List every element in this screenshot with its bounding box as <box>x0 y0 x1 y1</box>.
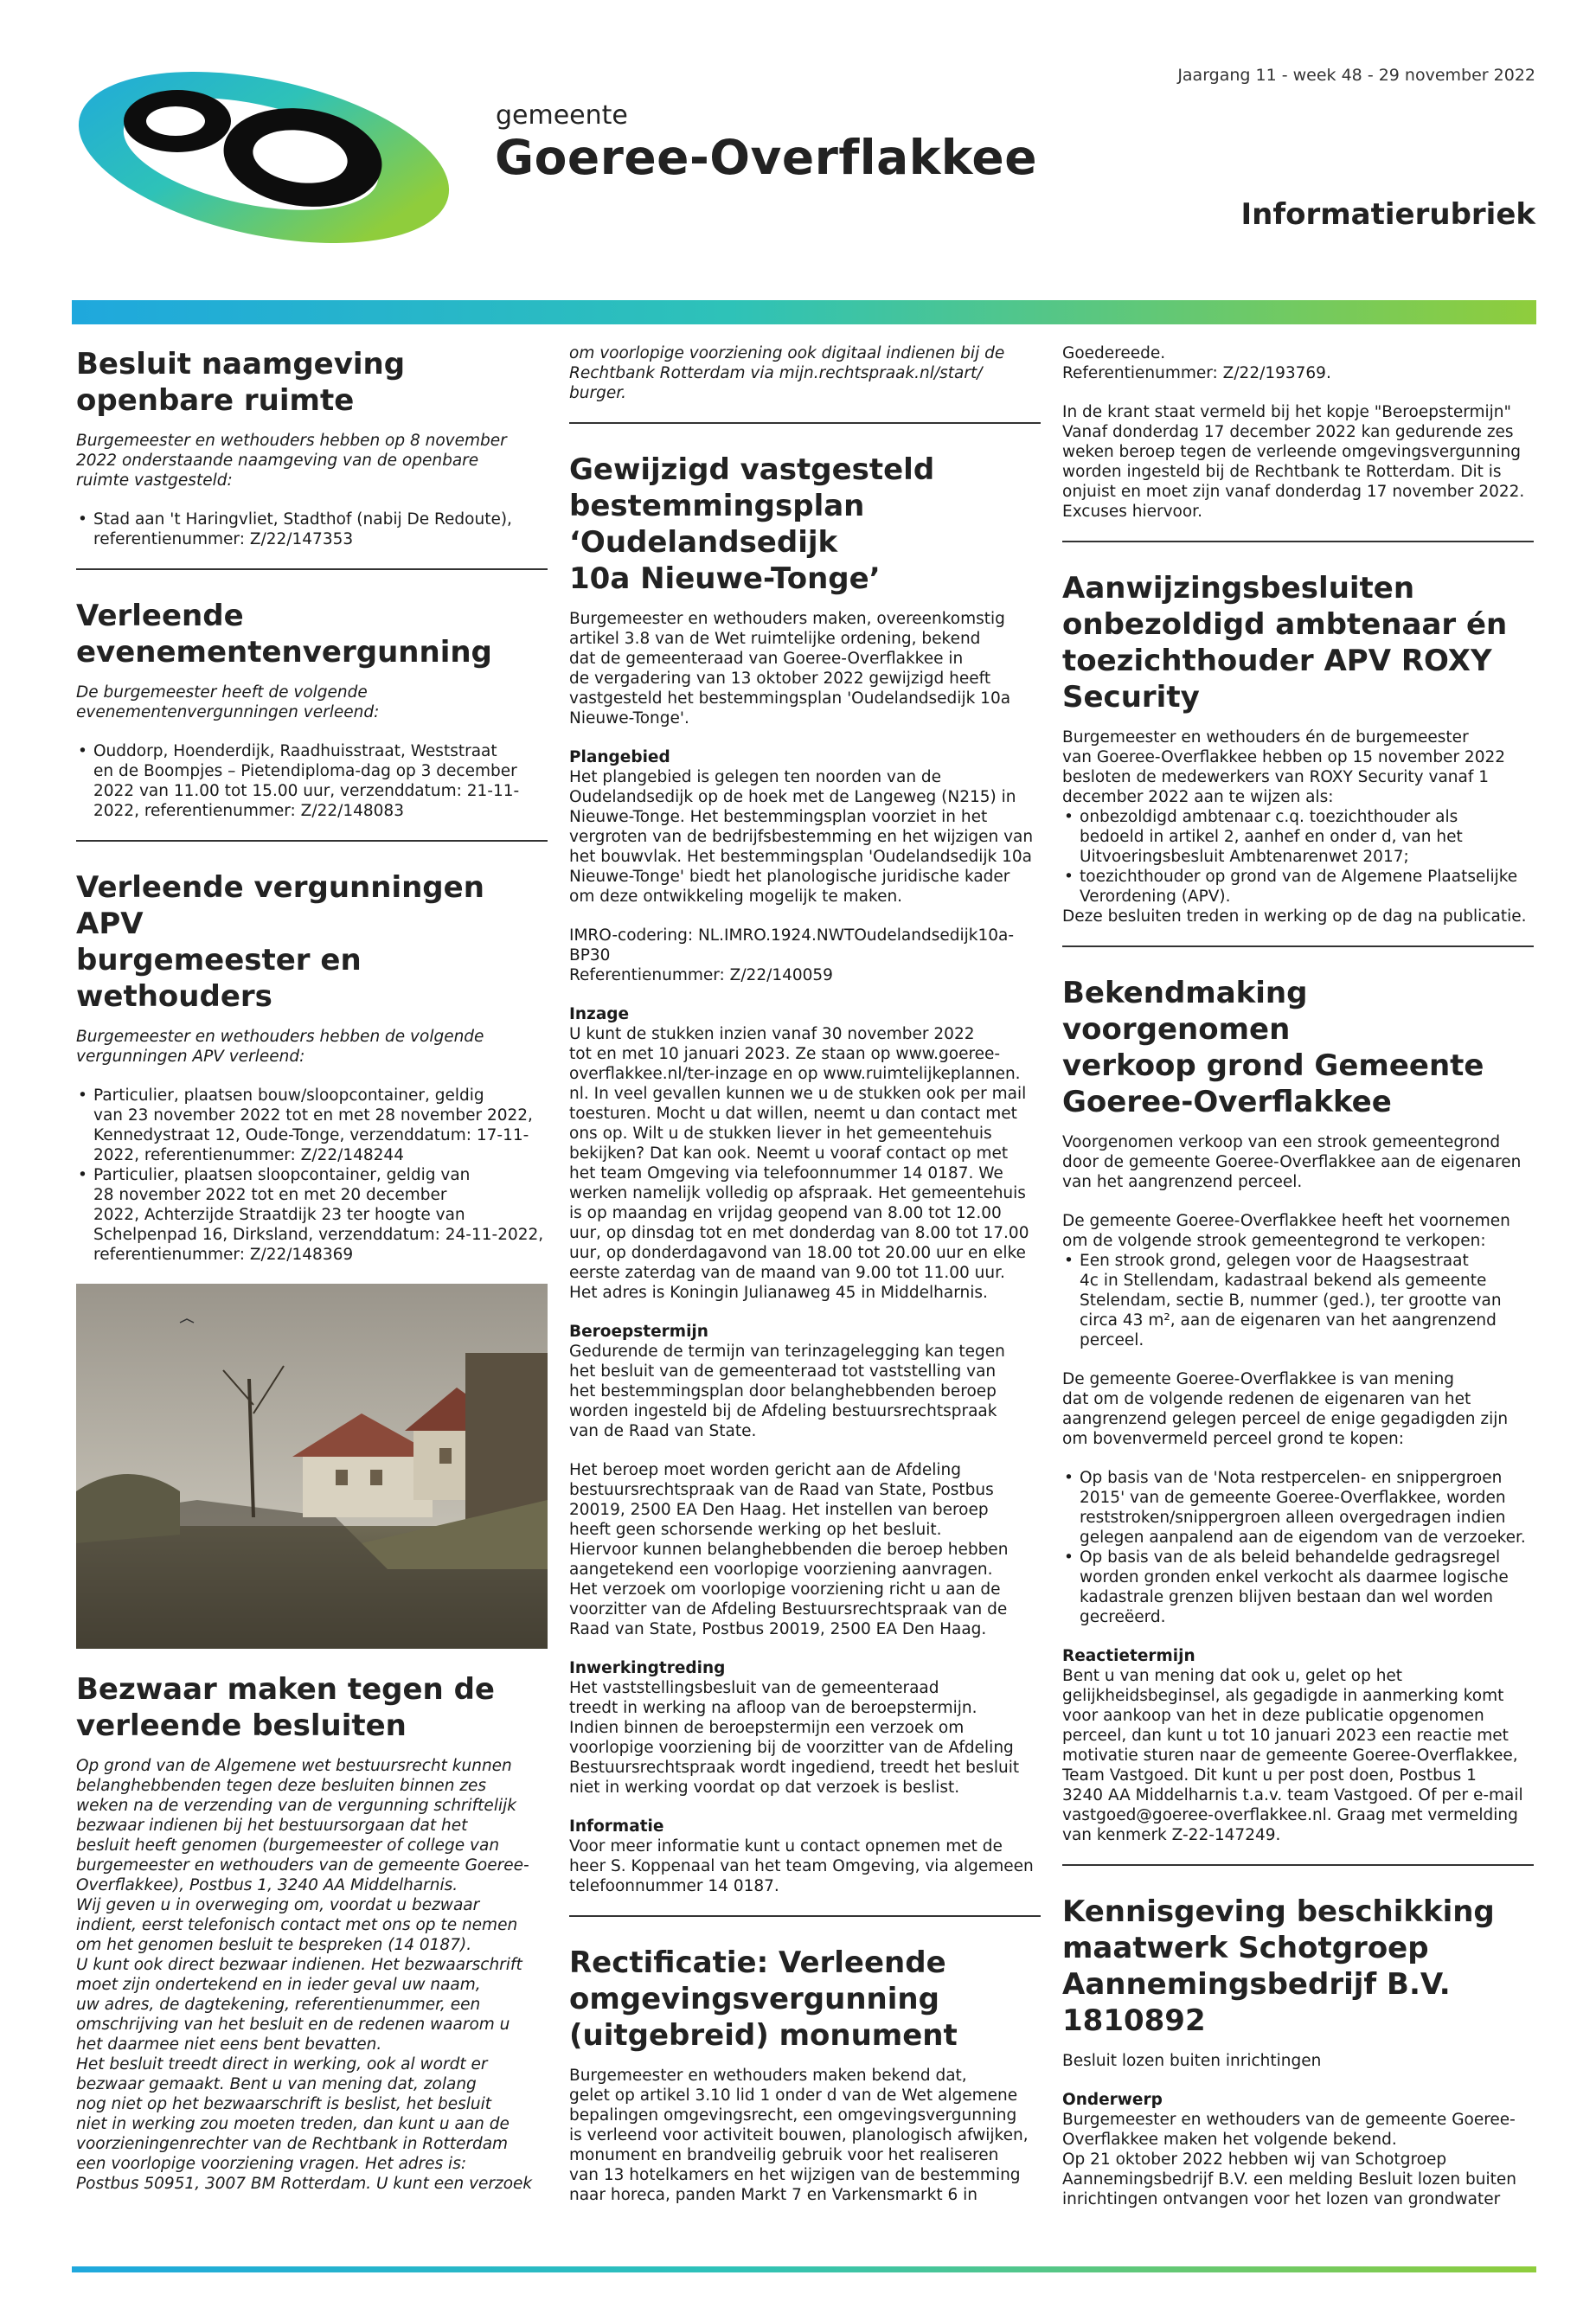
article-title: Bezwaar maken tegen de verleende besluiten <box>76 1672 495 1743</box>
list-item: • Op basis van de als beleid behandelde gedragsregel worden gronden enkel verkocht als daarmee logische kadastrale grenzen blijven bestaan dan wel worden gecreëerd. <box>1080 1548 1534 1627</box>
article-intro: Burgemeester en wethouders én de burgemeester van Goeree-Overflakkee hebben op 15 november 2022 besloten de medewerkers van ROXY Security vanaf 1 december 2022 aan te wijzen als: <box>1062 728 1506 806</box>
article-body: Gedurende de termijn van terinzagelegging kan tegen het besluit van de gemeenteraad tot vaststelling van het bestemmingsplan door belanghebbenden beroep worden ingesteld bij de Afdeling bestuursrechtspraak van de Raad van State. <box>569 1343 1005 1440</box>
article-list <box>76 741 548 821</box>
divider <box>1062 1864 1534 1866</box>
article-body: Voorgenomen verkoop van een strook gemeentegrond door de gemeente Goeree-Overflakkee aan de eigenaren van het aangrenzend perceel. <box>1062 1133 1522 1191</box>
article-list <box>1062 807 1534 907</box>
subheading: Inzage <box>569 1005 630 1023</box>
article-continuation: In de krant staat vermeld bij het kopje "Beroepstermijn" Vanaf donderdag 17 december 2022 kan gedurende zes weken beroep tegen de verleende omgevingsvergunning worden ingesteld bij de Rechtbank te Rotterdam. Dit is onjuist en moet zijn vanaf donderdag 17 november 2022. Excuses hiervoor. <box>1062 403 1525 521</box>
article-outro: Deze besluiten treden in werking op de dag na publicatie. <box>1062 907 1527 926</box>
subheading: Plangebied <box>569 748 670 766</box>
list-item: • Particulier, plaatsen bouw/sloopcontainer, geldig van 23 november 2022 tot en met 28 november 2022, Kennedystraat 12, Oude-Tonge, verzenddatum: 17-11- 2022, referentienummer: Z/22/148244 <box>93 1086 548 1165</box>
list-item: • onbezoldigd ambtenaar c.q. toezichthouder als bedoeld in artikel 2, aanhef en onder d, van het Uitvoeringsbesluit Ambtenarenwet 2017; <box>1080 807 1534 867</box>
article-title: Verleende vergunningen APV burgemeester en wethouders <box>76 870 484 1014</box>
article-title: Rectificatie: Verleende omgevingsvergunning (uitgebreid) monument <box>569 1945 958 2053</box>
column-3 <box>1062 343 1534 2228</box>
divider <box>569 1915 1041 1917</box>
article-list <box>1062 1468 1534 1627</box>
article-title: Kennisgeving beschikking maatwerk Schotgroep Aannemingsbedrijf B.V. 1810892 <box>1062 1894 1495 2038</box>
municipality-logo <box>74 71 454 244</box>
article-body: De gemeente Goeree-Overflakkee is van mening dat om de volgende redenen de eigenaren van het aangrenzend gelegen perceel de enige gegadigden zijn om bovenvermeld perceel grond te kopen: <box>1062 1370 1509 1448</box>
list-item: • Een strook grond, gelegen voor de Haagsestraat 4c in Stellendam, kadastraal bekend als gemeente Stelendam, sectie B, nummer (ged.), ter grootte van circa 43 m², aan de eigenaren van het aangrenzend perceel. <box>1080 1251 1534 1350</box>
divider <box>1062 541 1534 542</box>
footer-gradient-bar <box>72 2266 1536 2272</box>
article-body: De gemeente Goeree-Overflakkee heeft het voornemen om de volgende strook gemeentegrond te verkopen: <box>1062 1212 1510 1250</box>
article-intro: Burgemeester en wethouders maken, overeenkomstig artikel 3.8 van de Wet ruimtelijke ordening, bekend dat de gemeenteraad van Goeree-Overflakkee in de vergadering van 13 oktober 2022 gewijzigd heeft vastgesteld het bestemmingsplan 'Oudelandsedijk 10a Nieuwe-Tonge'. <box>569 610 1011 727</box>
article-continuation: Goedereede. Referentienummer: Z/22/193769. <box>1062 344 1331 382</box>
municipality-prefix: gemeente <box>496 100 628 131</box>
article-list <box>76 1086 548 1265</box>
divider <box>569 422 1041 424</box>
article-title: Aanwijzingsbesluiten onbezoldigd ambtenaar én toezichthouder APV ROXY Security <box>1062 571 1508 715</box>
subheading: Reactietermijn <box>1062 1647 1195 1665</box>
article-body: Besluit lozen buiten inrichtingen <box>1062 2052 1322 2070</box>
article-intro: Burgemeester en wethouders hebben op 8 november 2022 onderstaande naamgeving van de openbare ruimte vastgesteld: <box>76 432 507 490</box>
article-continuation: om voorlopige voorziening ook digitaal indienen bij de Rechtbank Rotterdam via mijn.rechtspraak.nl/start/ burger. <box>569 344 1005 402</box>
article-body: Het plangebied is gelegen ten noorden van de Oudelandsedijk op de hoek met de Langeweg (N215) in Nieuwe-Tonge. Het bestemmingsplan voorziet in het vergroten van de bedrijfsbestemming en het wijzigen van het bouwvlak. Het bestemmingsplan 'Oudelandsedijk 10a Nieuwe-Tonge' biedt het planologische juridische kader om deze ontwikkeling mogelijk te maken. <box>569 768 1034 906</box>
article-title: Verleende evenementenvergunning <box>76 599 492 670</box>
article-body: Het beroep moet worden gericht aan de Afdeling bestuursrechtspraak van de Raad van State, Postbus 20019, 2500 EA Den Haag. Het instellen van beroep heeft geen schorsende werking op het besluit. Hiervoor kunnen belanghebbenden die beroep hebben aangetekend een voorlopige voorziening aanvragen. Het verzoek om voorlopige voorziening richt u aan de voorzitter van de Afdeling Bestuursrechtspraak van de Raad van State, Postbus 20019, 2500 EA Den Haag. <box>569 1461 1009 1638</box>
header-gradient-bar <box>72 300 1536 324</box>
column-1 <box>76 346 548 2213</box>
edition-info: Jaargang 11 - week 48 - 29 november 2022 <box>1177 66 1535 85</box>
article-body: Burgemeester en wethouders maken bekend dat, gelet op artikel 3.10 lid 1 onder d van de Wet algemene bepalingen omgevingsrecht, een omgevingsvergunning is verleend voor activiteit bouwen, planologisch afwijken, monument en brandveilig gebruik voor het realiseren van 13 hotelkamers en het wijzigen van de bestemming naar horeca, panden Markt 7 en Varkensmarkt 6 in <box>569 2067 1029 2204</box>
article-body: U kunt de stukken inzien vanaf 30 november 2022 tot en met 10 januari 2023. Ze staan op www.goeree- overflakkee.nl/ter-inzage en op www.ruimtelijkeplannen. nl. In veel gevallen kunnen we u de stukken ook per mail toesturen. Mocht u dat willen, neemt u dan contact met ons op. Wilt u de stukken liever in het gemeentehuis bekijken? Dat kan ook. Neemt u vooraf contact op met het team Omgeving via telefoonnummer 14 0187. We werken namelijk volledig op afspraak. Het gemeentehuis is op maandag en vrijdag geopend van 8.00 tot 12.00 uur, op dinsdag tot en met donderdag van 8.00 tot 17.00 uur, op donderdagavond van 18.00 tot 20.00 uur en elke eerste zaterdag van de maand van 9.00 tot 11.00 uur. Het adres is Koningin Julianaweg 45 in Middelharnis. <box>569 1025 1029 1302</box>
divider <box>1062 945 1534 947</box>
village-canal-photo <box>76 1284 548 1649</box>
section-title: Informatierubriek <box>1240 197 1535 232</box>
municipality-name: Goeree-Overflakkee <box>495 130 1037 185</box>
list-item: • Ouddorp, Hoenderdijk, Raadhuisstraat, Weststraat en de Boompjes – Pietendiploma-dag op 3 december 2022 van 11.00 tot 15.00 uur, verzenddatum: 21-11- 2022, referentienummer: Z/22/148083 <box>93 741 548 821</box>
article-body: Het vaststellingsbesluit van de gemeenteraad treedt in werking na afloop van de beroepstermijn. Indien binnen de beroepstermijn een verzoek om voorlopige voorziening bij de voorzitter van de Afdeling Bestuursrechtspraak wordt ingediend, treedt het besluit niet in werking voordat op dat verzoek is beslist. <box>569 1679 1020 1797</box>
article-intro: Burgemeester en wethouders hebben de volgende vergunningen APV verleend: <box>76 1028 484 1066</box>
article-title: Gewijzigd vastgesteld bestemmingsplan ‘Oudelandsedijk 10a Nieuwe-Tonge’ <box>569 452 935 596</box>
article-body: Burgemeester en wethouders van de gemeente Goeree- Overflakkee maken het volgende bekend. Op 21 oktober 2022 hebben wij van Schotgroep Aannemingsbedrijf B.V. een melding Besluit lozen buiten inrichtingen ontvangen voor het lozen van grondwater <box>1062 2111 1516 2208</box>
article-body: Op grond van de Algemene wet bestuursrecht kunnen belanghebbenden tegen deze besluiten binnen zes weken na de verzending van de vergunning schriftelijk bezwaar indienen bij het bestuursorgaan dat het besluit heeft genomen (burgemeester of college van burgemeester en wethouders van de gemeente Goeree- Overflakkee), Postbus 1, 3240 AA Middelharnis. Wij geven u in overweging om, voordat u bezwaar indient, eerst telefonisch contact met ons op te nemen om het genomen besluit te bespreken (14 0187). U kunt ook direct bezwaar indienen. Het bezwaarschrift moet zijn ondertekend en in ieder geval uw naam, uw adres, de dagtekening, referentienummer, een omschrijving van het besluit en de redenen waarom u het daarmee niet eens bent bevatten. Het besluit treedt direct in werking, ook al wordt er bezwaar gemaakt. Bent u van mening dat, zolang nog niet op het bezwaarschrift is beslist, het besluit niet in werking zou moeten treden, dan kunt u aan de voorzieningenrechter van de Rechtbank in Rotterdam een voorlopige voorziening vragen. Het adres is: Postbus 50951, 3007 BM Rotterdam. U kunt een verzoek <box>76 1757 533 2193</box>
column-2 <box>569 343 1041 2224</box>
article-list <box>76 510 548 549</box>
subheading: Onderwerp <box>1062 2091 1163 2109</box>
list-item: • Op basis van de 'Nota restpercelen- en snippergroen 2015' van de gemeente Goeree-Overflakkee, worden reststroken/snippergroen alleen overgedragen indien gelegen aanpalend aan de eigendom van de verzoeker. <box>1080 1468 1534 1548</box>
article-list <box>1062 1251 1534 1350</box>
subheading: Inwerkingtreding <box>569 1659 726 1677</box>
article-codes: IMRO-codering: NL.IMRO.1924.NWTOudelandsedijk10a- BP30 Referentienummer: Z/22/140059 <box>569 926 1015 984</box>
subheading: Beroepstermijn <box>569 1323 708 1341</box>
article-title: Bekendmaking voorgenomen verkoop grond Gemeente Goeree-Overflakkee <box>1062 976 1484 1119</box>
article-intro: De burgemeester heeft de volgende evenementenvergunningen verleend: <box>76 683 380 721</box>
divider <box>76 840 548 842</box>
list-item: • Particulier, plaatsen sloopcontainer, geldig van 28 november 2022 tot en met 20 december 2022, Achterzijde Straatdijk 23 ter hoogte van Schelpenpad 16, Dirksland, verzenddatum: 24-11-2022, referentienummer: Z/22/148369 <box>93 1165 548 1265</box>
article-body: Voor meer informatie kunt u contact opnemen met de heer S. Koppenaal van het team Omgeving, via algemeen telefoonnummer 14 0187. <box>569 1837 1034 1895</box>
list-item: • Stad aan 't Haringvliet, Stadthof (nabij De Redoute), referentienummer: Z/22/147353 <box>93 510 548 549</box>
divider <box>76 568 548 570</box>
article-body: Bent u van mening dat ook u, gelet op het gelijkheidsbeginsel, als gegadigde in aanmerking komt voor aankoop van het in deze publicatie opgenomen perceel, dan kunt u tot 10 januari 2023 een reactie met motivatie sturen naar de gemeente Goeree-Overflakkee, Team Vastgoed. Dit kunt u per post doen, Postbus 1 3240 AA Middelharnis t.a.v. team Vastgoed. Of per e-mail vastgoed@goeree-overflakkee.nl. Graag met vermelding van kenmerk Z-22-147249. <box>1062 1667 1523 1844</box>
article-title: Besluit naamgeving openbare ruimte <box>76 347 406 418</box>
list-item: • toezichthouder op grond van de Algemene Plaatselijke Verordening (APV). <box>1080 867 1534 907</box>
subheading: Informatie <box>569 1817 664 1836</box>
